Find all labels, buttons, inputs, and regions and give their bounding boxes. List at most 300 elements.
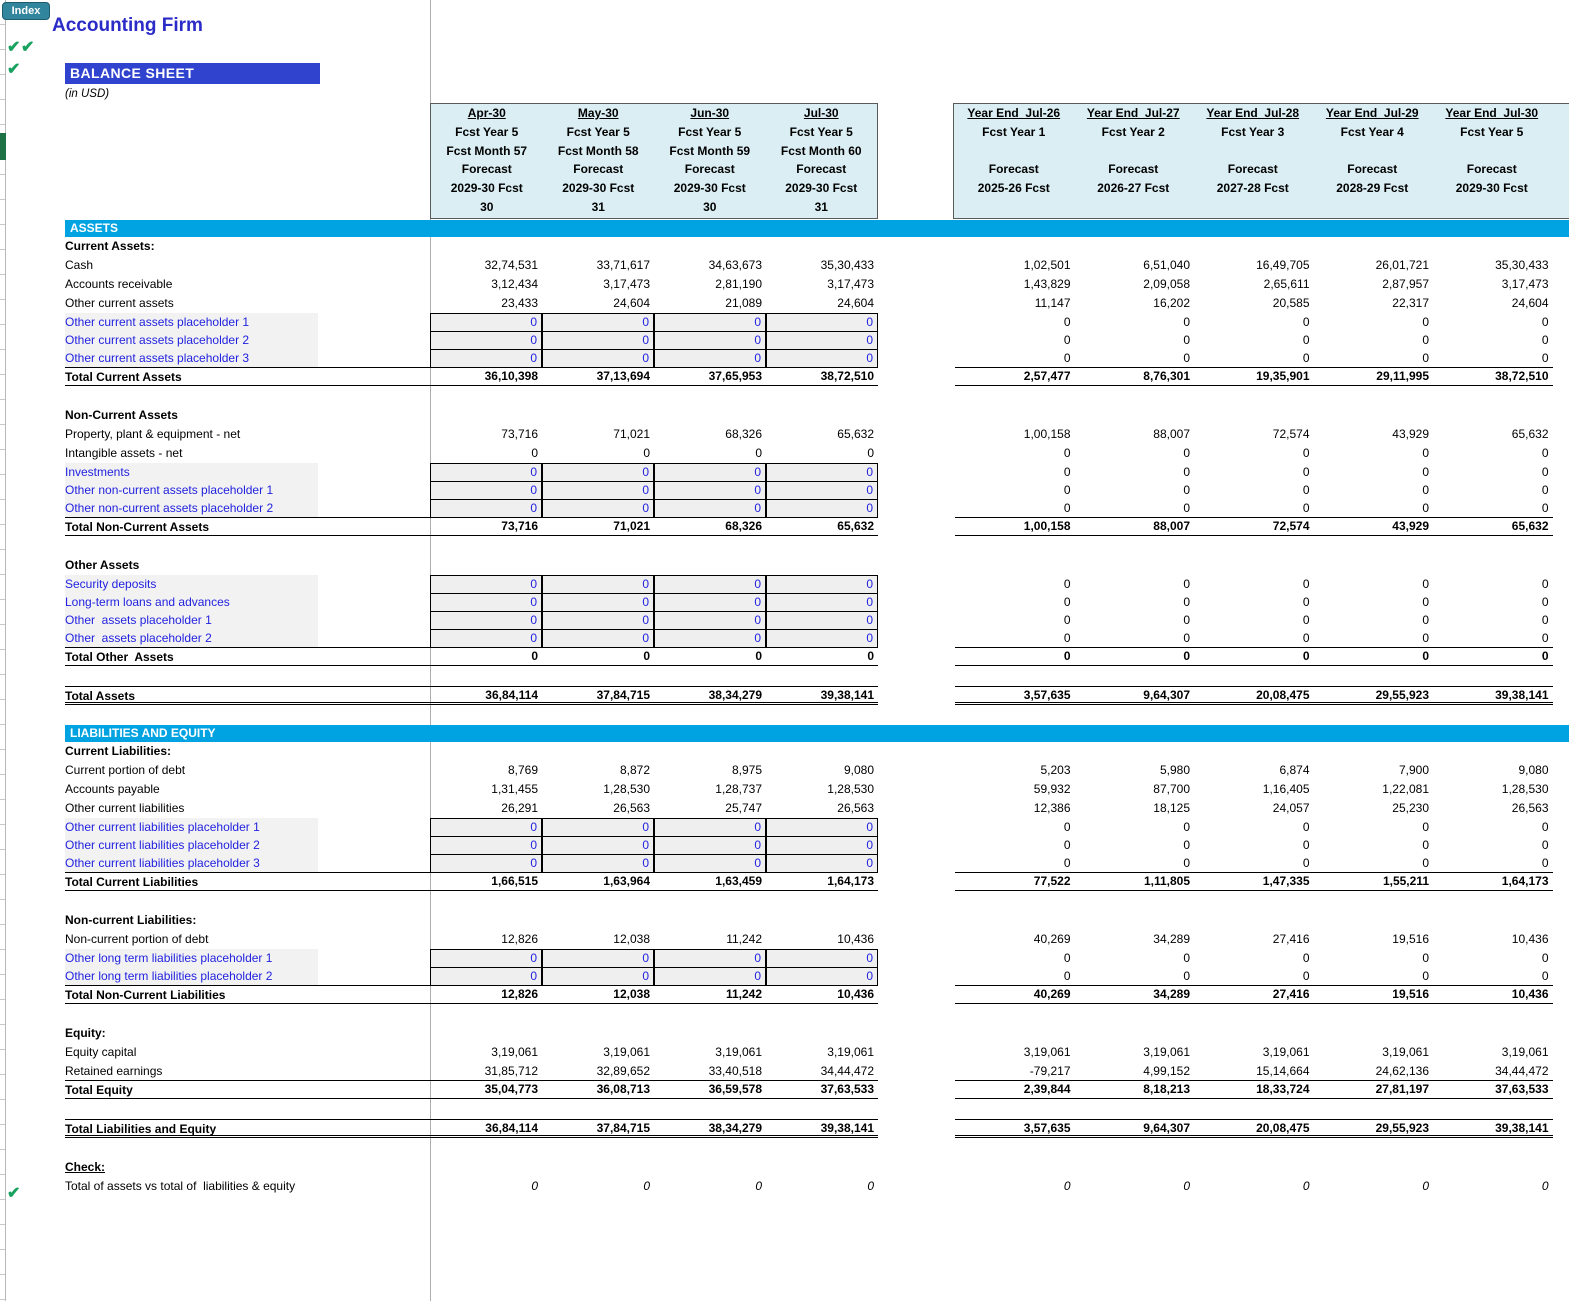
table-row	[0, 386, 1569, 406]
input-cell[interactable]: 0	[654, 949, 766, 968]
cell-value: 10,436	[837, 932, 874, 946]
cell-value: 18,33,724	[1256, 1082, 1310, 1096]
cell-value: 0	[1422, 595, 1429, 609]
input-cell[interactable]: 0	[766, 313, 878, 332]
table-row	[0, 780, 1569, 799]
cell-value: 0	[1422, 315, 1429, 329]
cell-value: 0	[1422, 613, 1429, 627]
row-label	[65, 799, 430, 818]
header-line: Fcst Month 59	[669, 143, 751, 158]
cell-value: 43,929	[1392, 519, 1429, 533]
row-label-text[interactable]: Other assets placeholder 1	[65, 611, 318, 630]
cell-value: 3,17,473	[1501, 277, 1549, 291]
cell-value: 0	[1422, 446, 1429, 460]
input-cell[interactable]: 0	[542, 611, 654, 630]
cell-value: 38,72,510	[1495, 369, 1549, 383]
input-cell[interactable]: 0	[654, 629, 766, 648]
cell-value: 0	[1183, 483, 1190, 497]
cell-value: 73,716	[501, 427, 538, 441]
header-line: 30	[703, 199, 717, 214]
cell-value: 11,242	[726, 932, 762, 946]
input-cell[interactable]: 0	[430, 967, 542, 986]
header-line: Forecast	[988, 162, 1039, 177]
row-label-text: Equity:	[65, 1026, 106, 1040]
cell-value: 36,59,578	[708, 1082, 762, 1096]
currency-note: (in USD)	[65, 88, 110, 100]
cell-value: 1,66,515	[491, 874, 538, 888]
cell-value: 0	[1302, 501, 1310, 515]
input-cell[interactable]: 0	[542, 499, 654, 518]
cell-value: 0	[1183, 351, 1190, 365]
header-line: Fcst Year 5	[678, 124, 742, 139]
header-line: Forecast	[796, 162, 847, 177]
cell-value: 0	[1422, 577, 1429, 591]
row-label-text[interactable]: Other current liabilities placeholder 1	[65, 818, 318, 837]
cell-value: 1,22,081	[1382, 782, 1429, 796]
cell-value: 25,747	[725, 801, 762, 815]
cell-value: 35,04,773	[484, 1082, 538, 1096]
header-line: Fcst Year 5	[1460, 124, 1524, 139]
cell-value: 0	[1541, 856, 1549, 870]
cell-value: 0	[1541, 577, 1549, 591]
cell-value: 0	[1063, 483, 1071, 497]
row-zone-monthly	[65, 1119, 878, 1138]
row-label-text[interactable]: Long-term loans and advances	[65, 593, 318, 612]
cell-value: 16,202	[1153, 296, 1190, 310]
input-cell[interactable]: 0	[542, 854, 654, 873]
row-label-text: Other current assets	[65, 296, 174, 310]
cell-value: 27,416	[1272, 932, 1310, 946]
cell-value: 0	[1422, 351, 1429, 365]
row-zone-monthly	[65, 481, 878, 500]
input-cell[interactable]: 0	[430, 949, 542, 968]
row-label-text: Total Equity	[65, 1083, 133, 1097]
row-zone-monthly	[65, 575, 878, 594]
column-header-yearly	[954, 104, 1074, 218]
cell-value: 0	[1183, 649, 1190, 663]
row-label-text[interactable]: Other long term liabilities placeholder 1	[65, 949, 318, 968]
row-label	[65, 836, 430, 855]
header-line: Year End Jul-27	[1086, 106, 1180, 120]
input-cell[interactable]: 0	[654, 313, 766, 332]
cell-value: 0	[1541, 969, 1549, 983]
header-line	[1313, 198, 1433, 217]
input-cell[interactable]: 0	[430, 499, 542, 518]
cell-value: 33,40,518	[708, 1064, 762, 1078]
cell-value: 0	[1302, 351, 1310, 365]
cell-value: 0	[1541, 595, 1549, 609]
header-line	[1432, 142, 1552, 161]
row-zone-monthly	[65, 854, 878, 873]
cell-value: 0	[531, 446, 538, 460]
cell-value: 38,34,279	[708, 688, 762, 702]
cell-value: 26,291	[501, 801, 538, 815]
input-cell[interactable]: 0	[542, 575, 654, 594]
input-cell[interactable]: 0	[766, 575, 878, 594]
table-row	[0, 1004, 1569, 1024]
row-zone-yearly	[955, 1119, 1553, 1138]
row-label-text[interactable]: Other current assets placeholder 2	[65, 331, 318, 350]
header-line	[1193, 198, 1313, 217]
header-line: 2029-30 Fcst	[562, 181, 635, 196]
table-row	[0, 1024, 1569, 1043]
row-label	[65, 463, 430, 482]
header-line: 2027-28 Fcst	[1216, 181, 1289, 196]
header-line	[1432, 198, 1552, 217]
cell-value: 0	[1541, 315, 1549, 329]
cell-value: 31,85,712	[484, 1064, 538, 1078]
row-label	[65, 575, 430, 594]
cell-value: 40,269	[1033, 932, 1071, 946]
header-line: Fcst Month 60	[780, 143, 862, 158]
header-line: Fcst Year 4	[1340, 124, 1404, 139]
input-cell[interactable]: 0	[654, 575, 766, 594]
row-label	[65, 854, 430, 873]
table-row	[0, 818, 1569, 837]
green-cell-marker	[0, 133, 6, 160]
cell-value: 0	[1183, 465, 1190, 479]
input-cell[interactable]: 0	[766, 854, 878, 873]
cell-value: 1,64,173	[1501, 874, 1549, 888]
input-cell[interactable]: 0	[766, 481, 878, 500]
row-label-text[interactable]: Other current assets placeholder 1	[65, 313, 318, 332]
header-line: Year End Jul-26	[967, 106, 1061, 120]
row-label	[65, 611, 430, 630]
cell-value: 1,63,459	[715, 874, 762, 888]
row-label-text[interactable]: Other current assets placeholder 3	[65, 349, 318, 368]
input-cell[interactable]: 0	[430, 818, 542, 837]
row-zone-yearly	[955, 872, 1553, 891]
row-zone-monthly	[65, 517, 878, 536]
cell-value: 40,269	[1033, 987, 1071, 1001]
input-cell[interactable]: 0	[654, 463, 766, 482]
table-row	[0, 331, 1569, 350]
input-cell[interactable]: 0	[654, 481, 766, 500]
header-line: Year End Jul-28	[1206, 106, 1300, 120]
cell-value: 29,55,923	[1375, 688, 1429, 702]
cell-value: 0	[1063, 951, 1071, 965]
cell-value: 65,632	[837, 519, 874, 533]
row-label-text: Non-current Liabilities:	[65, 913, 197, 927]
cell-value: 0	[1183, 501, 1190, 515]
input-cell[interactable]: 0	[766, 499, 878, 518]
table-row	[0, 705, 1569, 725]
input-cell[interactable]: 0	[766, 349, 878, 368]
row-label	[65, 949, 430, 968]
row-label-text[interactable]: Other long term liabilities placeholder 2	[65, 967, 318, 986]
input-cell[interactable]: 0	[542, 481, 654, 500]
input-cell[interactable]: 0	[766, 836, 878, 855]
cell-value: 0	[1302, 577, 1310, 591]
input-cell[interactable]: 0	[766, 967, 878, 986]
cell-value: 26,563	[837, 801, 874, 815]
cell-value: 72,574	[1272, 519, 1310, 533]
cell-value: 8,769	[507, 763, 538, 777]
cell-value: 18,125	[1153, 801, 1190, 815]
row-label-text: Non-current portion of debt	[65, 932, 209, 946]
table-row	[0, 666, 1569, 686]
row-label-text: Accounts payable	[65, 782, 160, 796]
input-cell[interactable]: 0	[654, 836, 766, 855]
cell-value: 8,18,213	[1143, 1082, 1190, 1096]
cell-value: 0	[1063, 969, 1071, 983]
cell-value: 37,84,715	[596, 688, 650, 702]
input-cell[interactable]: 0	[430, 481, 542, 500]
header-line: May-30	[577, 106, 619, 120]
row-label-text: Property, plant & equipment - net	[65, 427, 241, 441]
row-label-text[interactable]: Security deposits	[65, 575, 318, 594]
table-row	[0, 1099, 1569, 1119]
input-cell[interactable]: 0	[766, 331, 878, 350]
row-label-text[interactable]: Investments	[65, 463, 318, 482]
cell-value: 65,632	[1511, 519, 1549, 533]
cell-value: 65,632	[1511, 427, 1549, 441]
cell-value: 0	[1183, 577, 1190, 591]
row-label	[65, 349, 430, 368]
table-row	[0, 836, 1569, 855]
cell-value: 19,516	[1392, 987, 1429, 1001]
header-line: Year End Jul-29	[1325, 106, 1419, 120]
input-cell[interactable]: 0	[654, 593, 766, 612]
row-zone-monthly	[65, 313, 878, 332]
row-zone-monthly	[65, 686, 878, 705]
input-cell[interactable]: 0	[654, 349, 766, 368]
input-cell[interactable]: 0	[766, 949, 878, 968]
table-row	[0, 367, 1569, 386]
cell-value: 26,01,721	[1375, 258, 1429, 272]
row-label-text[interactable]: Other current liabilities placeholder 3	[65, 854, 318, 873]
table-row	[0, 742, 1569, 761]
header-line: 30	[480, 199, 494, 214]
cell-value: 0	[1302, 613, 1310, 627]
cell-value: 34,63,673	[708, 258, 762, 272]
cell-value: 3,57,635	[1023, 688, 1071, 702]
cell-value: 0	[1302, 649, 1310, 663]
cell-value: 3,19,061	[1143, 1045, 1190, 1059]
row-label	[65, 406, 430, 425]
table-row	[0, 686, 1569, 705]
input-cell[interactable]: 0	[430, 463, 542, 482]
cell-value: 0	[531, 649, 538, 663]
input-cell[interactable]: 0	[430, 593, 542, 612]
cell-value: 12,826	[501, 987, 538, 1001]
input-cell[interactable]: 0	[766, 818, 878, 837]
row-label	[65, 780, 430, 799]
row-label-text: Total Non-Current Liabilities	[65, 988, 226, 1002]
input-cell[interactable]: 0	[542, 593, 654, 612]
row-label-text[interactable]: Other non-current assets placeholder 1	[65, 481, 318, 500]
cell-value: 0	[1063, 577, 1071, 591]
input-cell[interactable]: 0	[430, 854, 542, 873]
table-row	[0, 237, 1569, 256]
cell-value: 2,39,844	[1023, 1082, 1071, 1096]
row-zone-yearly	[955, 949, 1553, 968]
row-label	[65, 687, 430, 702]
table-row	[0, 313, 1569, 332]
row-label	[65, 294, 430, 313]
table-row	[0, 611, 1569, 630]
input-cell[interactable]: 0	[766, 463, 878, 482]
cell-value: 0	[1422, 333, 1429, 347]
cell-value: 37,13,694	[596, 369, 650, 383]
row-label	[65, 313, 430, 332]
cell-value: 1,28,737	[715, 782, 762, 796]
row-label	[65, 1158, 430, 1177]
header-line: Fcst Month 57	[446, 143, 528, 158]
cell-value: 26,563	[613, 801, 650, 815]
cell-value: 88,007	[1153, 519, 1190, 533]
row-zone-monthly	[65, 463, 878, 482]
table-row	[0, 1080, 1569, 1099]
cell-value: 29,11,995	[1376, 369, 1429, 383]
input-cell[interactable]: 0	[766, 593, 878, 612]
row-label	[65, 425, 430, 444]
cell-value: 24,604	[1511, 296, 1549, 310]
input-cell[interactable]: 0	[542, 967, 654, 986]
cell-value: 11,147	[1034, 296, 1071, 310]
cell-value: 36,10,398	[484, 369, 538, 383]
cell-value: 0	[1302, 595, 1310, 609]
cell-value: 0	[867, 649, 874, 663]
column-header-yearly	[1074, 104, 1194, 218]
input-cell[interactable]: 0	[430, 611, 542, 630]
input-cell[interactable]: 0	[766, 611, 878, 630]
cell-value: 20,08,475	[1256, 688, 1310, 702]
row-zone-yearly	[955, 818, 1553, 837]
cell-value: 3,19,061	[715, 1045, 762, 1059]
row-label-text: Other Assets	[65, 558, 140, 572]
cell-value: 4,99,152	[1143, 1064, 1190, 1078]
cell-value: 10,436	[1511, 932, 1549, 946]
row-label	[65, 1024, 430, 1043]
input-cell[interactable]: 0	[430, 349, 542, 368]
cell-value: 0	[1422, 465, 1429, 479]
row-zone-yearly	[955, 256, 1553, 275]
input-cell[interactable]: 0	[542, 629, 654, 648]
input-cell[interactable]: 0	[654, 854, 766, 873]
input-cell[interactable]: 0	[430, 836, 542, 855]
input-cell[interactable]: 0	[542, 818, 654, 837]
row-zone-monthly	[65, 629, 878, 648]
cell-value: 3,57,635	[1023, 1121, 1071, 1135]
row-label-text[interactable]: Other assets placeholder 2	[65, 629, 318, 648]
input-cell[interactable]: 0	[542, 463, 654, 482]
input-cell[interactable]: 0	[430, 313, 542, 332]
cell-value: 0	[1183, 315, 1190, 329]
table-row	[0, 499, 1569, 518]
row-zone-monthly	[65, 256, 878, 275]
cell-value: 3,19,061	[1382, 1045, 1429, 1059]
row-zone-yearly	[955, 313, 1553, 332]
row-label-text: Retained earnings	[65, 1064, 163, 1078]
row-label-text[interactable]: Other non-current assets placeholder 2	[65, 499, 318, 518]
cell-value: 71,021	[613, 519, 650, 533]
cell-value: 3,17,473	[603, 277, 650, 291]
row-zone-monthly	[65, 1177, 878, 1196]
input-cell[interactable]: 0	[430, 575, 542, 594]
row-label	[65, 742, 430, 761]
row-label	[65, 481, 430, 500]
row-zone-yearly	[955, 799, 1553, 818]
row-label-text: Check:	[65, 1160, 106, 1174]
row-label	[65, 648, 430, 665]
check-icon: ✔	[7, 39, 21, 56]
cell-value: -79,217	[1029, 1064, 1071, 1078]
cell-value: 0	[643, 649, 650, 663]
cell-value: 34,44,472	[1495, 1064, 1549, 1078]
balance-table	[0, 220, 1569, 1196]
row-label-text: Intangible assets - net	[65, 446, 183, 460]
input-cell[interactable]: 0	[430, 629, 542, 648]
table-row	[0, 930, 1569, 949]
row-label-text: Total Current Assets	[65, 370, 182, 384]
row-zone-yearly	[955, 463, 1553, 482]
row-label	[65, 331, 430, 350]
row-label	[65, 967, 430, 986]
input-cell[interactable]: 0	[654, 818, 766, 837]
row-zone-yearly	[955, 1043, 1553, 1062]
cell-value: 77,522	[1033, 874, 1071, 888]
input-cell[interactable]: 0	[542, 949, 654, 968]
table-row	[0, 891, 1569, 911]
cell-value: 68,326	[725, 519, 762, 533]
table-row	[0, 575, 1569, 594]
input-cell[interactable]: 0	[542, 836, 654, 855]
row-label-text: Accounts receivable	[65, 277, 173, 291]
check-icon: ✔	[21, 39, 35, 56]
header-line: Forecast	[573, 162, 624, 177]
row-zone-monthly	[65, 1024, 878, 1043]
row-zone-yearly	[955, 499, 1553, 518]
cell-value: 9,080	[843, 763, 874, 777]
column-header-monthly	[654, 104, 766, 218]
cell-value: 0	[1183, 951, 1190, 965]
cell-value: 3,17,473	[827, 277, 874, 291]
input-cell[interactable]: 0	[654, 611, 766, 630]
input-cell[interactable]: 0	[654, 331, 766, 350]
input-cell[interactable]: 0	[542, 349, 654, 368]
cell-value: 71,021	[613, 427, 650, 441]
input-cell[interactable]: 0	[654, 499, 766, 518]
input-cell[interactable]: 0	[542, 331, 654, 350]
cell-value: 3,19,061	[827, 1045, 874, 1059]
row-zone-monthly	[65, 444, 878, 463]
cell-value: 0	[1302, 333, 1310, 347]
table-row	[0, 854, 1569, 873]
cell-value: 2,57,477	[1023, 369, 1071, 383]
cell-value: 0	[1183, 969, 1190, 983]
header-line: Fcst Month 58	[557, 143, 639, 158]
cell-value: 23,433	[501, 296, 538, 310]
cell-value: 0	[1422, 649, 1429, 663]
row-label	[65, 761, 430, 780]
cell-value: 3,19,061	[1023, 1045, 1071, 1059]
table-row	[0, 1177, 1569, 1196]
input-cell[interactable]: 0	[542, 313, 654, 332]
cell-value: 0	[1063, 501, 1071, 515]
row-label-text[interactable]: Other current liabilities placeholder 2	[65, 836, 318, 855]
input-cell[interactable]: 0	[430, 331, 542, 350]
row-label	[65, 986, 430, 1003]
row-zone-monthly	[65, 930, 878, 949]
index-nav-button[interactable]: Index	[2, 2, 50, 20]
row-zone-yearly	[955, 780, 1553, 799]
row-zone-yearly	[955, 854, 1553, 873]
cell-value: 65,632	[837, 427, 874, 441]
table-row	[0, 556, 1569, 575]
input-cell[interactable]: 0	[654, 967, 766, 986]
input-cell[interactable]: 0	[766, 629, 878, 648]
